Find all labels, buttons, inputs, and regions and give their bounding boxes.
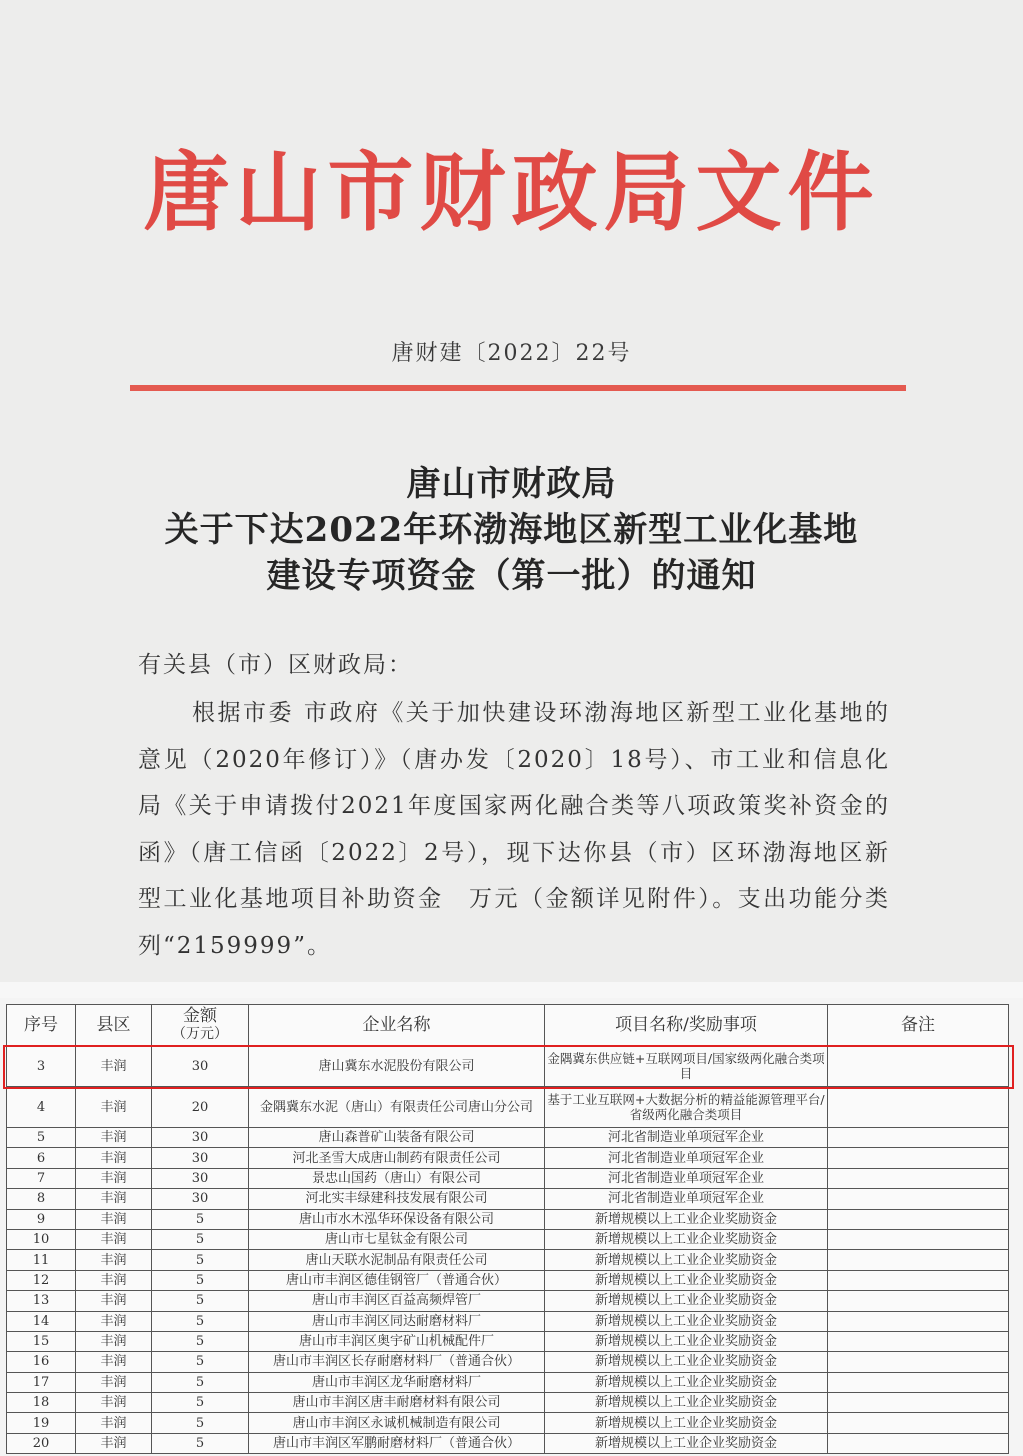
cell-county: 丰润	[76, 1413, 152, 1433]
cell-remarks	[828, 1270, 1009, 1290]
cell-remarks	[828, 1168, 1009, 1188]
cell-amount: 30	[152, 1168, 249, 1188]
cell-index: 20	[7, 1433, 76, 1453]
header-county: 县区	[76, 1005, 152, 1046]
cell-company: 唐山市丰润区永诚机械制造有限公司	[249, 1413, 545, 1433]
cell-amount: 5	[152, 1352, 249, 1372]
header-company: 企业名称	[249, 1005, 545, 1046]
cell-remarks	[828, 1250, 1009, 1270]
cell-amount: 5	[152, 1311, 249, 1331]
cell-amount: 5	[152, 1209, 249, 1229]
table-body	[7, 1046, 1009, 1454]
table-row	[7, 1209, 1009, 1229]
cell-index: 16	[7, 1352, 76, 1372]
table-row	[7, 1311, 1009, 1331]
cell-county: 丰润	[76, 1250, 152, 1270]
table-header-row	[7, 1005, 1009, 1046]
cell-project: 河北省制造业单项冠军企业	[545, 1148, 828, 1168]
highlight-box	[3, 1045, 1014, 1089]
cell-index: 6	[7, 1148, 76, 1168]
cell-company: 景忠山国药（唐山）有限公司	[249, 1168, 545, 1188]
cell-county: 丰润	[76, 1229, 152, 1249]
cell-index: 10	[7, 1229, 76, 1249]
table-row	[7, 1372, 1009, 1392]
cell-amount: 5	[152, 1393, 249, 1413]
cell-remarks	[828, 1291, 1009, 1311]
cell-remarks	[828, 1148, 1009, 1168]
salutation: 有关县（市）区财政局：	[138, 652, 413, 678]
table-row	[7, 1352, 1009, 1372]
cell-remarks	[828, 1433, 1009, 1453]
cell-index: 12	[7, 1270, 76, 1290]
cell-company: 唐山市丰润区德佳钢管厂（普通合伙）	[249, 1270, 545, 1290]
cell-company: 唐山市七星钛金有限公司	[249, 1229, 545, 1249]
cell-company: 金隅冀东水泥（唐山）有限责任公司唐山分公司	[249, 1087, 545, 1128]
cell-county: 丰润	[76, 1352, 152, 1372]
cell-index: 14	[7, 1311, 76, 1331]
cell-company: 唐山市水木泓华环保设备有限公司	[249, 1209, 545, 1229]
cell-remarks	[828, 1209, 1009, 1229]
cell-county: 丰润	[76, 1148, 152, 1168]
cell-remarks	[828, 1087, 1009, 1128]
table-row	[7, 1413, 1009, 1433]
headline-line-2: 关于下达2022年环渤海地区新型工业化基地	[164, 510, 859, 550]
cell-company: 唐山市丰润区百益高频焊管厂	[249, 1291, 545, 1311]
header-project: 项目名称/奖励事项	[545, 1005, 828, 1046]
cell-company: 唐山冀东水泥股份有限公司	[249, 1046, 545, 1087]
cell-county: 丰润	[76, 1128, 152, 1148]
table-row	[7, 1433, 1009, 1453]
cell-company: 唐山森普矿山装备有限公司	[249, 1128, 545, 1148]
cell-index: 4	[7, 1087, 76, 1128]
cell-remarks	[828, 1331, 1009, 1351]
cell-county: 丰润	[76, 1331, 152, 1351]
cell-company: 唐山市丰润区军鹏耐磨材料厂（普通合伙）	[249, 1433, 545, 1453]
cell-project: 金隅冀东供应链+互联网项目/国家级两化融合类项目	[545, 1046, 828, 1087]
cell-county: 丰润	[76, 1270, 152, 1290]
cell-index: 5	[7, 1128, 76, 1148]
cell-remarks	[828, 1128, 1009, 1148]
cell-county: 丰润	[76, 1189, 152, 1209]
document-number: 唐财建〔2022〕22号	[391, 341, 632, 366]
table-row	[7, 1189, 1009, 1209]
red-divider-rule	[130, 385, 906, 391]
cell-project: 基于工业互联网+大数据分析的精益能源管理平台/省级两化融合类项目	[545, 1087, 828, 1128]
header-index: 序号	[7, 1005, 76, 1046]
cell-company: 唐山市丰润区唐丰耐磨材料有限公司	[249, 1393, 545, 1413]
red-letterhead-title: 唐山市财政局文件	[143, 142, 880, 243]
cell-project: 新增规模以上工业企业奖励资金	[545, 1352, 828, 1372]
cell-county: 丰润	[76, 1372, 152, 1392]
cell-project: 河北省制造业单项冠军企业	[545, 1168, 828, 1188]
cell-county: 丰润	[76, 1209, 152, 1229]
cell-remarks	[828, 1229, 1009, 1249]
cell-project: 新增规模以上工业企业奖励资金	[545, 1433, 828, 1453]
header-amount-label: 金额	[183, 1006, 217, 1026]
cell-county: 丰润	[76, 1393, 152, 1413]
table-row	[7, 1128, 1009, 1148]
table-row	[7, 1148, 1009, 1168]
cell-index: 17	[7, 1372, 76, 1392]
cell-amount: 20	[152, 1087, 249, 1128]
cell-remarks	[828, 1352, 1009, 1372]
cell-project: 新增规模以上工业企业奖励资金	[545, 1250, 828, 1270]
cell-remarks	[828, 1189, 1009, 1209]
table-row	[7, 1168, 1009, 1188]
cell-project: 新增规模以上工业企业奖励资金	[545, 1209, 828, 1229]
cell-amount: 5	[152, 1229, 249, 1249]
header-amount	[152, 1005, 249, 1046]
cell-index: 3	[7, 1046, 76, 1087]
cell-remarks	[828, 1372, 1009, 1392]
cell-county: 丰润	[76, 1311, 152, 1331]
headline-line-3: 建设专项资金（第一批）的通知	[266, 556, 757, 596]
table-row	[7, 1331, 1009, 1351]
cell-amount: 30	[152, 1128, 249, 1148]
header-remarks: 备注	[828, 1005, 1009, 1046]
cell-county: 丰润	[76, 1168, 152, 1188]
body-paragraph: 根据市委 市政府《关于加快建设环渤海地区新型工业化基地的意见（2020年修订）》（唐办发〔2020〕18号）、市工业和信息化局《关于申请拨付2021年度国家两化融合类等八项政策奖补资金的函》（唐工信函〔2022〕2号），现下达你县（市）区环渤海地区新型工业化基地项目补助资金 万元（金额详见附件）。支出功能分类列“2159999”。	[138, 700, 890, 959]
cell-county: 丰润	[76, 1291, 152, 1311]
cell-company: 唐山市丰润区龙华耐磨材料厂	[249, 1372, 545, 1392]
table-row	[7, 1270, 1009, 1290]
cell-index: 13	[7, 1291, 76, 1311]
cell-amount: 5	[152, 1413, 249, 1433]
cell-company: 河北圣雪大成唐山制药有限责任公司	[249, 1148, 545, 1168]
cell-project: 新增规模以上工业企业奖励资金	[545, 1229, 828, 1249]
cell-amount: 5	[152, 1250, 249, 1270]
cell-company: 河北实丰绿建科技发展有限公司	[249, 1189, 545, 1209]
cell-remarks	[828, 1413, 1009, 1433]
cell-index: 18	[7, 1393, 76, 1413]
cell-remarks	[828, 1311, 1009, 1331]
image-divider	[0, 982, 1023, 998]
cell-index: 7	[7, 1168, 76, 1188]
table-row	[7, 1250, 1009, 1270]
cell-company: 唐山市丰润区奥宇矿山机械配件厂	[249, 1331, 545, 1351]
table-row	[7, 1291, 1009, 1311]
cell-project: 河北省制造业单项冠军企业	[545, 1128, 828, 1148]
cell-index: 8	[7, 1189, 76, 1209]
cell-project: 新增规模以上工业企业奖励资金	[545, 1291, 828, 1311]
cell-project: 新增规模以上工业企业奖励资金	[545, 1413, 828, 1433]
cell-amount: 5	[152, 1433, 249, 1453]
cell-project: 河北省制造业单项冠军企业	[545, 1189, 828, 1209]
header-amount-unit: （万元）	[172, 1026, 228, 1042]
table-row	[7, 1229, 1009, 1249]
cell-amount: 30	[152, 1189, 249, 1209]
cell-county: 丰润	[76, 1046, 152, 1087]
cell-project: 新增规模以上工业企业奖励资金	[545, 1372, 828, 1392]
cell-amount: 5	[152, 1270, 249, 1290]
table-row	[7, 1393, 1009, 1413]
cell-county: 丰润	[76, 1087, 152, 1128]
cell-remarks	[828, 1393, 1009, 1413]
cell-amount: 5	[152, 1291, 249, 1311]
table-row	[7, 1087, 1009, 1128]
headline-line-1: 唐山市财政局	[406, 464, 617, 504]
cell-amount: 30	[152, 1148, 249, 1168]
cell-county: 丰润	[76, 1433, 152, 1453]
cell-amount: 30	[152, 1046, 249, 1087]
cell-project: 新增规模以上工业企业奖励资金	[545, 1311, 828, 1331]
cell-company: 唐山市丰润区长存耐磨材料厂（普通合伙）	[249, 1352, 545, 1372]
cell-index: 19	[7, 1413, 76, 1433]
cell-project: 新增规模以上工业企业奖励资金	[545, 1331, 828, 1351]
cell-project: 新增规模以上工业企业奖励资金	[545, 1270, 828, 1290]
cell-company: 唐山市丰润区同达耐磨材料厂	[249, 1311, 545, 1331]
cell-index: 9	[7, 1209, 76, 1229]
cell-amount: 5	[152, 1372, 249, 1392]
cell-index: 15	[7, 1331, 76, 1351]
cell-company: 唐山天联水泥制品有限责任公司	[249, 1250, 545, 1270]
cell-amount: 5	[152, 1331, 249, 1351]
cell-index: 11	[7, 1250, 76, 1270]
cell-project: 新增规模以上工业企业奖励资金	[545, 1393, 828, 1413]
